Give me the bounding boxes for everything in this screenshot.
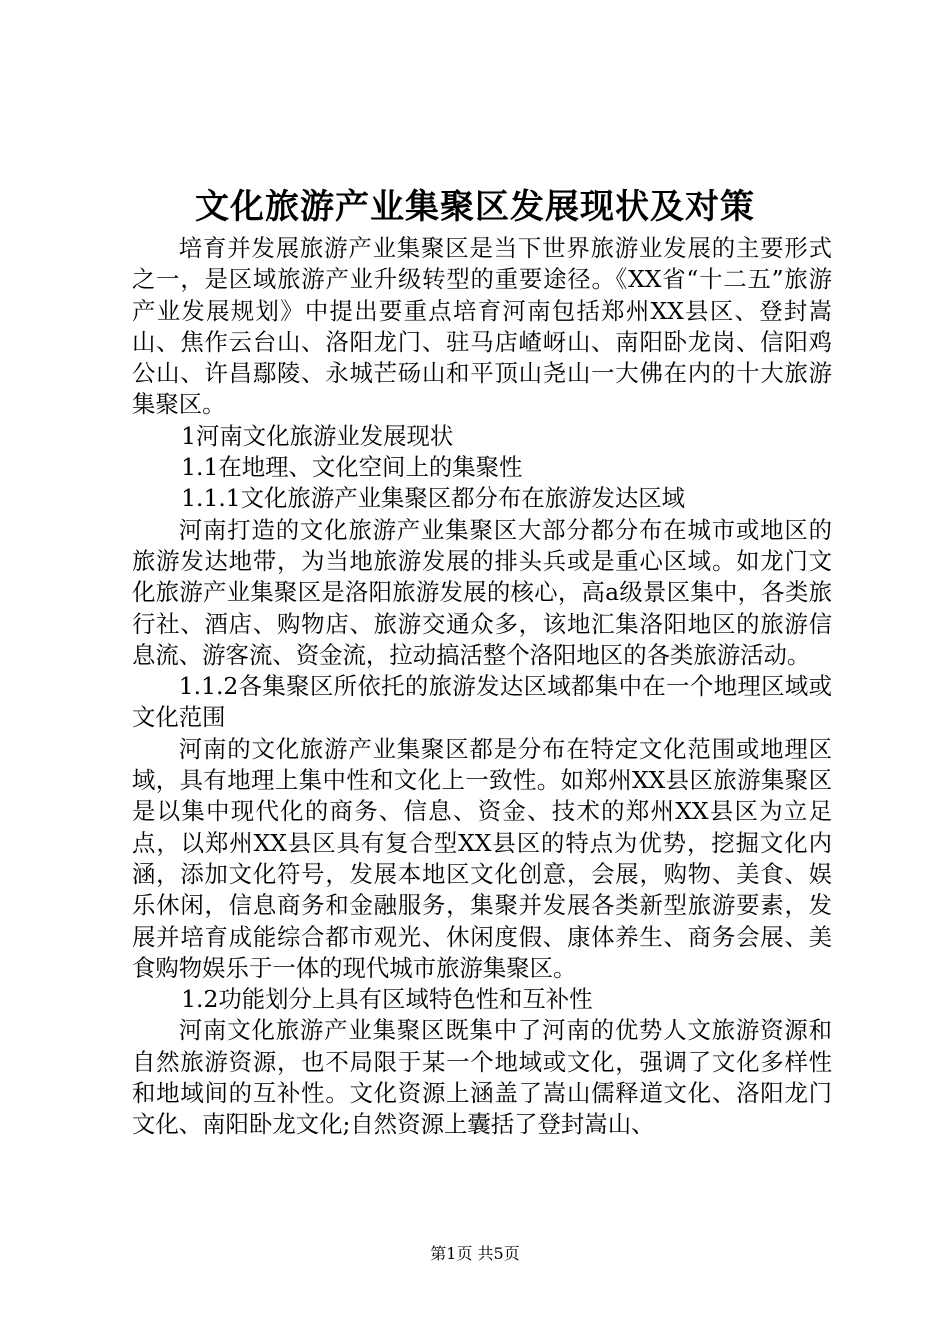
document-title: 文化旅游产业集聚区发展现状及对策 [195, 187, 755, 227]
paragraph-longmen: 河南打造的文化旅游产业集聚区大部分都分布在城市或地区的旅游发达地带，为当地旅游发展的排头兵或是重心区域。如龙门文化旅游产业集聚区是洛阳旅游发展的核心，高a级景区集中，各类旅行社、酒店、购物店、旅游交通众多，该地汇集洛阳地区的旅游信息流、游客流、资金流，拉动搞活整个洛阳地区的各类旅游活动。 [132, 515, 832, 669]
document-body [132, 233, 832, 1141]
heading-1-1: 1.1在地理、文化空间上的集聚性 [181, 453, 523, 482]
paragraph-intro: 培育并发展旅游产业集聚区是当下世界旅游业发展的主要形式之一，是区域旅游产业升级转型的重要途径。《XX省“十二五”旅游产业发展规划》中提出要重点培育河南包括郑州XX县区、登封嵩山、焦作云台山、洛阳龙门、驻马店嵖岈山、南阳卧龙岗、信阳鸡公山、许昌鄢陵、永城芒砀山和平顶山尧山一大佛在内的十大旅游集聚区。 [132, 234, 832, 419]
heading-1-1-1: 1.1.1文化旅游产业集聚区都分布在旅游发达区域 [181, 484, 686, 513]
paragraph-complementarity: 河南文化旅游产业集聚区既集中了河南的优势人文旅游资源和自然旅游资源，也不局限于某一个地域或文化，强调了文化多样性和地域间的互补性。文化资源上涵盖了嵩山儒释道文化、洛阳龙门文化、南阳卧龙文化;自然资源上囊括了登封嵩山、 [132, 1016, 832, 1139]
heading-1: 1河南文化旅游业发展现状 [181, 421, 454, 450]
heading-1-1-2: 1.1.2各集聚区所依托的旅游发达区域都集中在一个地理区域或文化范围 [132, 672, 832, 732]
page-footer: 第1页 共5页 [430, 1244, 520, 1263]
heading-1-2: 1.2功能划分上具有区域特色性和互补性 [181, 985, 593, 1014]
paragraph-zhengzhou: 河南的文化旅游产业集聚区都是分布在特定文化范围或地理区域，具有地理上集中性和文化上一致性。如郑州XX县区旅游集聚区是以集中现代化的商务、信息、资金、技术的郑州XX县区为立足点，以郑州XX县区具有复合型XX县区的特点为优势，挖掘文化内涵，添加文化符号，发展本地区文化创意，会展，购物、美食、娱乐休闲，信息商务和金融服务，集聚并发展各类新型旅游要素，发展并培育成能综合都市观光、休闲度假、康体养生、商务会展、美食购物娱乐于一体的现代城市旅游集聚区。 [132, 734, 832, 982]
